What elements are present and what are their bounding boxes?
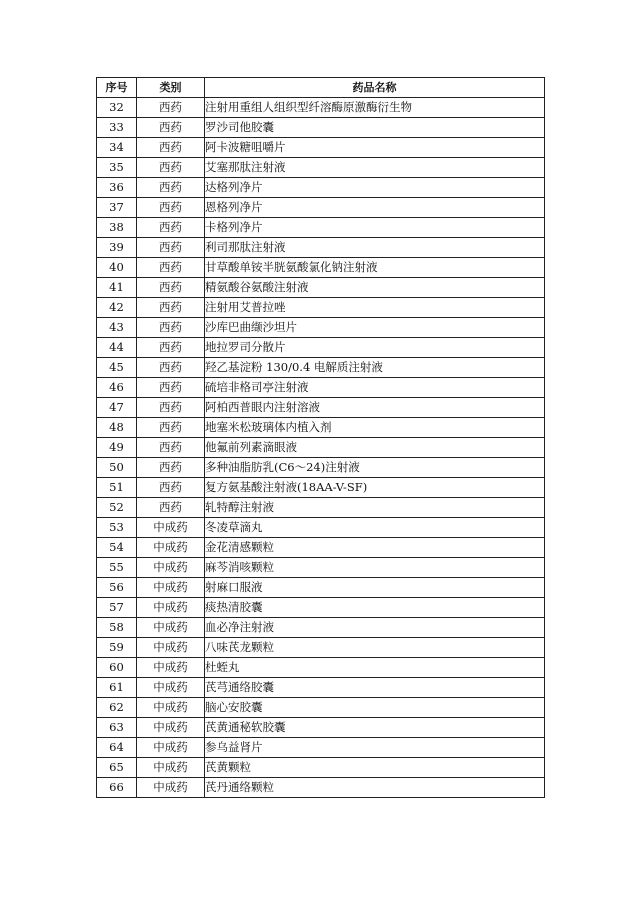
row-category-cell: 中成药 <box>137 518 205 538</box>
row-category-cell: 西药 <box>137 118 205 138</box>
row-seq-cell: 33 <box>97 118 137 138</box>
row-seq-cell: 35 <box>97 158 137 178</box>
row-drug-name-cell: 他氟前列素滴眼液 <box>205 438 545 458</box>
header-category: 类别 <box>137 78 205 98</box>
row-drug-name-cell: 硫培非格司亭注射液 <box>205 378 545 398</box>
row-category-cell: 西药 <box>137 498 205 518</box>
table-row <box>97 98 545 118</box>
row-category-cell: 西药 <box>137 338 205 358</box>
row-seq-cell: 49 <box>97 438 137 458</box>
row-drug-name-cell: 卡格列净片 <box>205 218 545 238</box>
table-row <box>97 498 545 518</box>
table-row <box>97 658 545 678</box>
row-drug-name-cell: 冬凌草滴丸 <box>205 518 545 538</box>
row-seq-cell: 60 <box>97 658 137 678</box>
row-category-cell: 中成药 <box>137 578 205 598</box>
table-row <box>97 778 545 798</box>
row-drug-name-cell: 阿卡波糖咀嚼片 <box>205 138 545 158</box>
row-category-cell: 中成药 <box>137 538 205 558</box>
row-drug-name-cell: 芪芎通络胶囊 <box>205 678 545 698</box>
row-seq-cell: 42 <box>97 298 137 318</box>
drug-list-table <box>96 77 545 798</box>
row-drug-name-cell: 多种油脂肪乳(C6～24)注射液 <box>205 458 545 478</box>
row-category-cell: 西药 <box>137 378 205 398</box>
row-category-cell: 西药 <box>137 298 205 318</box>
row-drug-name-cell: 芪丹通络颗粒 <box>205 778 545 798</box>
table-row <box>97 238 545 258</box>
row-seq-cell: 51 <box>97 478 137 498</box>
row-category-cell: 西药 <box>137 138 205 158</box>
row-drug-name-cell: 芪黄通秘软胶囊 <box>205 718 545 738</box>
row-seq-cell: 34 <box>97 138 137 158</box>
table-row <box>97 458 545 478</box>
row-drug-name-cell: 达格列净片 <box>205 178 545 198</box>
table-row <box>97 638 545 658</box>
row-category-cell: 西药 <box>137 458 205 478</box>
row-seq-cell: 47 <box>97 398 137 418</box>
row-drug-name-cell: 芪黄颗粒 <box>205 758 545 778</box>
header-drug-name: 药品名称 <box>205 78 545 98</box>
row-seq-cell: 45 <box>97 358 137 378</box>
table-row <box>97 218 545 238</box>
row-drug-name-cell: 痰热清胶囊 <box>205 598 545 618</box>
table-row <box>97 178 545 198</box>
row-category-cell: 中成药 <box>137 658 205 678</box>
row-category-cell: 西药 <box>137 318 205 338</box>
row-seq-cell: 37 <box>97 198 137 218</box>
row-category-cell: 西药 <box>137 278 205 298</box>
table-header-row <box>97 78 545 98</box>
table-row <box>97 358 545 378</box>
row-drug-name-cell: 八味芪龙颗粒 <box>205 638 545 658</box>
row-category-cell: 中成药 <box>137 678 205 698</box>
row-seq-cell: 54 <box>97 538 137 558</box>
row-category-cell: 西药 <box>137 398 205 418</box>
row-seq-cell: 66 <box>97 778 137 798</box>
row-drug-name-cell: 麻芩消咳颗粒 <box>205 558 545 578</box>
row-seq-cell: 61 <box>97 678 137 698</box>
row-category-cell: 西药 <box>137 258 205 278</box>
row-category-cell: 中成药 <box>137 698 205 718</box>
row-drug-name-cell: 利司那肽注射液 <box>205 238 545 258</box>
row-seq-cell: 58 <box>97 618 137 638</box>
row-seq-cell: 56 <box>97 578 137 598</box>
table-row <box>97 698 545 718</box>
table-row <box>97 478 545 498</box>
table-row <box>97 338 545 358</box>
table-row <box>97 198 545 218</box>
row-drug-name-cell: 复方氨基酸注射液(18AA-V-SF) <box>205 478 545 498</box>
row-seq-cell: 43 <box>97 318 137 338</box>
row-drug-name-cell: 射麻口服液 <box>205 578 545 598</box>
row-category-cell: 西药 <box>137 438 205 458</box>
table-row <box>97 578 545 598</box>
row-drug-name-cell: 地塞米松玻璃体内植入剂 <box>205 418 545 438</box>
row-category-cell: 西药 <box>137 178 205 198</box>
row-seq-cell: 62 <box>97 698 137 718</box>
row-drug-name-cell: 金花清感颗粒 <box>205 538 545 558</box>
row-seq-cell: 59 <box>97 638 137 658</box>
row-drug-name-cell: 地拉罗司分散片 <box>205 338 545 358</box>
row-category-cell: 西药 <box>137 418 205 438</box>
row-seq-cell: 40 <box>97 258 137 278</box>
row-category-cell: 西药 <box>137 98 205 118</box>
row-drug-name-cell: 轧特醇注射液 <box>205 498 545 518</box>
table-row <box>97 378 545 398</box>
row-seq-cell: 48 <box>97 418 137 438</box>
row-seq-cell: 55 <box>97 558 137 578</box>
row-drug-name-cell: 羟乙基淀粉 130/0.4 电解质注射液 <box>205 358 545 378</box>
row-seq-cell: 50 <box>97 458 137 478</box>
row-category-cell: 中成药 <box>137 718 205 738</box>
row-seq-cell: 64 <box>97 738 137 758</box>
row-drug-name-cell: 参乌益肾片 <box>205 738 545 758</box>
table-row <box>97 158 545 178</box>
row-category-cell: 西药 <box>137 478 205 498</box>
row-category-cell: 中成药 <box>137 598 205 618</box>
table-row <box>97 678 545 698</box>
table-row <box>97 718 545 738</box>
row-seq-cell: 57 <box>97 598 137 618</box>
row-category-cell: 中成药 <box>137 558 205 578</box>
row-drug-name-cell: 脑心安胶囊 <box>205 698 545 718</box>
row-seq-cell: 41 <box>97 278 137 298</box>
row-category-cell: 西药 <box>137 198 205 218</box>
table-row <box>97 298 545 318</box>
row-drug-name-cell: 罗沙司他胶囊 <box>205 118 545 138</box>
row-seq-cell: 52 <box>97 498 137 518</box>
row-drug-name-cell: 精氨酸谷氨酸注射液 <box>205 278 545 298</box>
row-category-cell: 中成药 <box>137 638 205 658</box>
table-row <box>97 538 545 558</box>
row-drug-name-cell: 杜蛭丸 <box>205 658 545 678</box>
row-category-cell: 中成药 <box>137 778 205 798</box>
table-row <box>97 618 545 638</box>
row-category-cell: 中成药 <box>137 618 205 638</box>
table-row <box>97 118 545 138</box>
row-seq-cell: 39 <box>97 238 137 258</box>
table-row <box>97 418 545 438</box>
table-row <box>97 398 545 418</box>
row-drug-name-cell: 阿柏西普眼内注射溶液 <box>205 398 545 418</box>
table-row <box>97 318 545 338</box>
row-category-cell: 西药 <box>137 238 205 258</box>
row-seq-cell: 63 <box>97 718 137 738</box>
row-seq-cell: 32 <box>97 98 137 118</box>
row-seq-cell: 53 <box>97 518 137 538</box>
row-drug-name-cell: 沙库巴曲缬沙坦片 <box>205 318 545 338</box>
table-row <box>97 518 545 538</box>
table-row <box>97 438 545 458</box>
table-row <box>97 138 545 158</box>
row-seq-cell: 46 <box>97 378 137 398</box>
row-drug-name-cell: 恩格列净片 <box>205 198 545 218</box>
header-seq: 序号 <box>97 78 137 98</box>
table-row <box>97 598 545 618</box>
row-category-cell: 西药 <box>137 218 205 238</box>
table-row <box>97 278 545 298</box>
row-category-cell: 西药 <box>137 158 205 178</box>
row-seq-cell: 44 <box>97 338 137 358</box>
row-drug-name-cell: 注射用重组人组织型纤溶酶原激酶衍生物 <box>205 98 545 118</box>
row-category-cell: 中成药 <box>137 738 205 758</box>
row-seq-cell: 36 <box>97 178 137 198</box>
row-drug-name-cell: 血必净注射液 <box>205 618 545 638</box>
row-category-cell: 西药 <box>137 358 205 378</box>
table-body <box>97 98 545 798</box>
row-drug-name-cell: 艾塞那肽注射液 <box>205 158 545 178</box>
table-row <box>97 558 545 578</box>
table-row <box>97 758 545 778</box>
row-drug-name-cell: 甘草酸单铵半胱氨酸氯化钠注射液 <box>205 258 545 278</box>
row-seq-cell: 65 <box>97 758 137 778</box>
row-drug-name-cell: 注射用艾普拉唑 <box>205 298 545 318</box>
row-seq-cell: 38 <box>97 218 137 238</box>
row-category-cell: 中成药 <box>137 758 205 778</box>
table-row <box>97 738 545 758</box>
table-row <box>97 258 545 278</box>
